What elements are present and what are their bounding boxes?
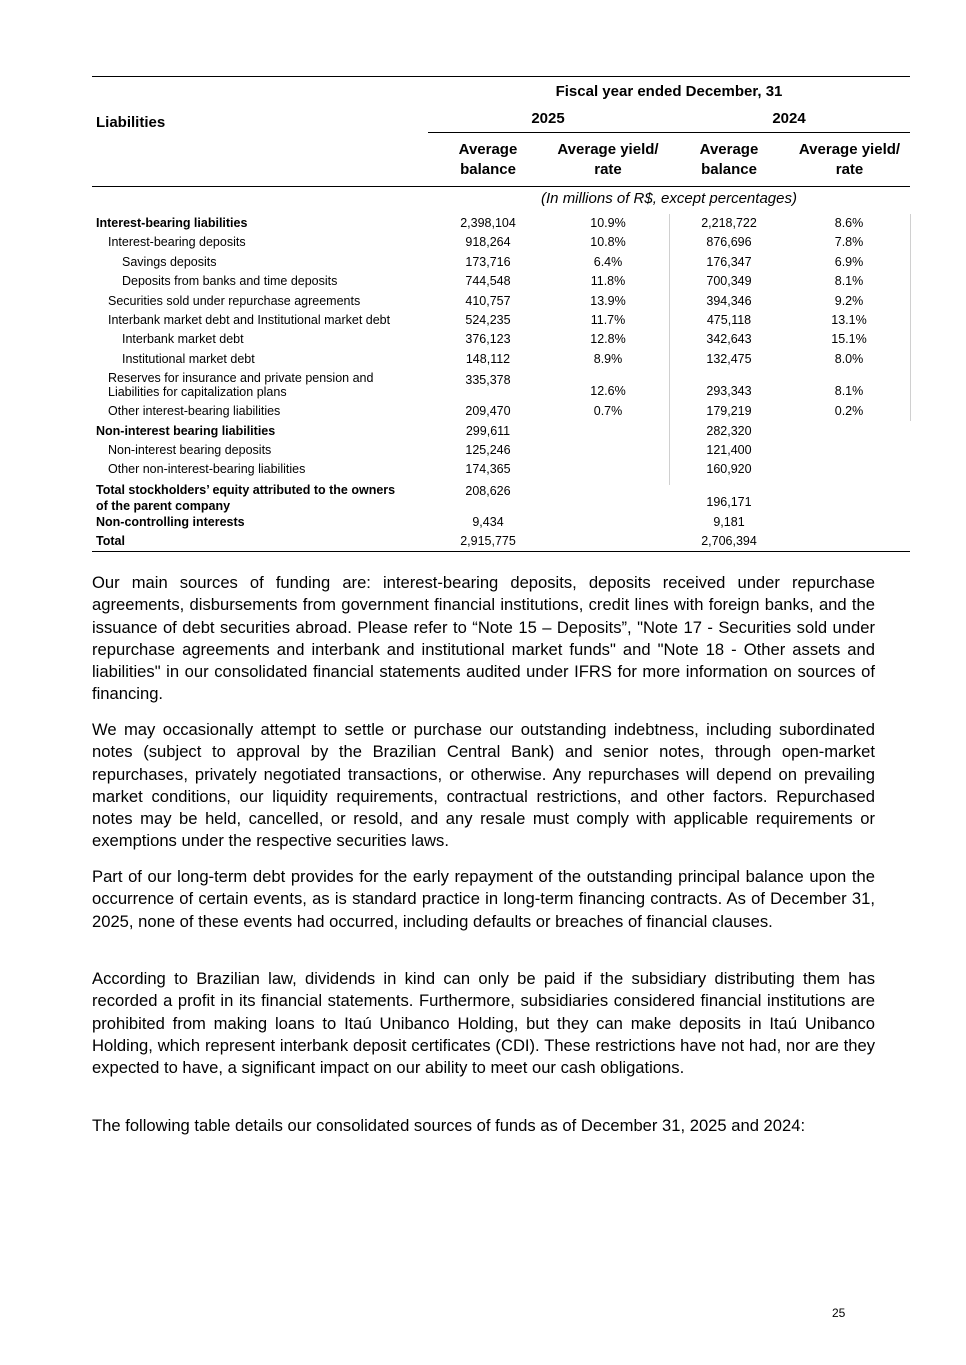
- row-label: Savings deposits: [122, 254, 217, 269]
- rate-2024: 15.1%: [831, 332, 867, 347]
- liabilities-table: [92, 76, 910, 552]
- balance-2025: 208,626: [465, 483, 511, 498]
- header-line: rate: [594, 161, 622, 178]
- avg-balance-2024-header: [669, 140, 789, 180]
- table-row: [92, 532, 910, 551]
- rate-2025: 10.8%: [590, 235, 626, 250]
- paragraph-long-term-debt: Part of our long-term debt provides for the early repayment of the outstanding principal balance upon the occurrence of certain events, as is standard practice in long-term financing contracts. As of December 31, 2025, none of these events had occurred, including defaults or breaches of financial clauses.: [92, 867, 875, 931]
- table-row: [92, 330, 910, 349]
- avg-balance-2025-header: [428, 140, 548, 180]
- balance-2025: 148,112: [465, 351, 511, 366]
- balance-2025: 9,434: [472, 514, 504, 529]
- table-row: [92, 513, 910, 532]
- avg-yield-2024-header: [789, 140, 910, 180]
- paragraph-funding-sources: Our main sources of funding are: interest-bearing deposits, deposits received under repurchase agreements, disbursements from government financial institutions, credit lines with foreign banks, and the issuance of debt securities abroad. Please refer to “Note 15 – Deposits”, "Note 17 - Securities sold under repurchase agreements and interbank and institutional market funds" and "Note 18 - Other assets and liabilities" in our consolidated financial statements audited under IFRS for more information on sources of financing.: [92, 573, 875, 704]
- balance-2024: 475,118: [706, 312, 752, 327]
- avg-yield-2025-header: [548, 140, 668, 180]
- row-label: Other interest-bearing liabilities: [108, 404, 281, 419]
- table-bottom-rule: [92, 551, 910, 552]
- balance-2024: 2,706,394: [701, 534, 757, 549]
- balance-2025: 918,264: [465, 235, 511, 250]
- rate-2024: 6.9%: [834, 254, 864, 269]
- row-label: Total: [96, 534, 125, 549]
- units-note: (In millions of R$, except percentages): [541, 190, 797, 207]
- table-row: [92, 441, 910, 460]
- rate-2024: 0.2%: [834, 404, 864, 419]
- table-row: [92, 272, 910, 291]
- rate-2025: 12.8%: [590, 332, 626, 347]
- table-row: [92, 422, 910, 441]
- balance-2024: 132,475: [706, 351, 752, 366]
- table-header: [92, 76, 910, 214]
- year-2024-header: 2024: [772, 110, 806, 127]
- label-line: Reserves for insurance and private pension and: [108, 371, 374, 386]
- rate-2024: 8.1%: [834, 274, 864, 289]
- row-label: Non-controlling interests: [96, 514, 245, 529]
- table-row: [92, 253, 910, 272]
- balance-2024: 282,320: [706, 423, 752, 438]
- balance-2024: 700,349: [706, 274, 752, 289]
- paragraph-sources-table-intro: The following table details our consolidated sources of funds as of December 31, 2025 and 2024:: [92, 1116, 806, 1135]
- row-label: Non-interest bearing liabilities: [96, 423, 276, 438]
- rate-2024: 9.2%: [834, 293, 864, 308]
- rate-2025: 0.7%: [593, 404, 623, 419]
- header-line: Average: [458, 141, 518, 158]
- row-label: [108, 371, 438, 399]
- row-label: Interbank market debt: [122, 332, 244, 347]
- header-line: Average: [699, 141, 759, 158]
- balance-2024: 293,343: [706, 384, 752, 399]
- balance-2025: 2,915,775: [460, 534, 516, 549]
- row-label: Interbank market debt and Institutional market debt: [108, 312, 391, 327]
- page-number: 25: [832, 1306, 846, 1320]
- balance-2024: 394,346: [706, 293, 752, 308]
- row-label: Other non-interest-bearing liabilities: [108, 462, 306, 477]
- rate-2024: 8.0%: [834, 351, 864, 366]
- table-row: [92, 350, 910, 369]
- header-line: balance: [460, 161, 516, 178]
- header-line: Average yield/: [798, 141, 901, 158]
- row-label: Institutional market debt: [122, 351, 255, 366]
- row-label: Interest-bearing liabilities: [96, 216, 248, 230]
- row-label: [96, 482, 426, 514]
- label-line: Total stockholders’ equity attributed to the owners: [96, 482, 396, 497]
- balance-2024: 2,218,722: [701, 216, 757, 230]
- table-top-rule: [92, 76, 910, 77]
- header-line: rate: [835, 161, 864, 178]
- rate-2025: 11.8%: [590, 274, 626, 289]
- table-row: [92, 460, 910, 479]
- row-label: Non-interest bearing deposits: [108, 442, 272, 457]
- balance-2024: 876,696: [706, 235, 752, 250]
- table-row: [92, 233, 910, 252]
- rate-2024: 7.8%: [834, 235, 864, 250]
- balance-2025: 299,611: [465, 423, 511, 438]
- rate-2025: 8.9%: [593, 351, 623, 366]
- balance-2025: 173,716: [465, 254, 511, 269]
- balance-2024: 121,400: [706, 442, 752, 457]
- rate-2024: 13.1%: [831, 312, 867, 327]
- row-label: Securities sold under repurchase agreements: [108, 293, 361, 308]
- balance-2025: 744,548: [465, 274, 511, 289]
- rate-2025: 6.4%: [593, 254, 623, 269]
- table-body: [92, 214, 910, 552]
- balance-2025: 209,470: [465, 404, 511, 419]
- liabilities-header: Liabilities: [96, 114, 166, 131]
- label-line: Liabilities for capitalization plans: [108, 385, 287, 400]
- table-row: [92, 480, 910, 513]
- row-label: Interest-bearing deposits: [108, 235, 246, 250]
- balance-2024: 342,643: [706, 332, 752, 347]
- rate-2024: 8.1%: [834, 384, 864, 399]
- rate-2025: 11.7%: [590, 312, 626, 327]
- table-row: [92, 369, 910, 402]
- balance-2025: 376,123: [465, 332, 511, 347]
- balance-2025: 125,246: [465, 442, 511, 457]
- paragraph-dividends: According to Brazilian law, dividends in kind can only be paid if the subsidiary distributing them has recorded a profit in its financial statements. Furthermore, subsidiaries considered financial institutions are prohibited from making loans to Itaú Unibanco Holding, but they can make deposits in Itaú Unibanco Holding, which represent interbank deposit certificates (CDI). These restrictions have not had, nor are they expected to have, a significant impact on our ability to meet our cash obligations.: [92, 969, 875, 1078]
- table-row: [92, 214, 910, 233]
- table-row: [92, 292, 910, 311]
- right-separator: [910, 214, 911, 421]
- fiscal-year-header: Fiscal year ended December, 31: [555, 83, 783, 100]
- label-line: of the parent company: [96, 498, 231, 513]
- balance-2024: 179,219: [706, 404, 752, 419]
- balance-2025: 2,398,104: [460, 216, 516, 230]
- table-row: [92, 402, 910, 421]
- rate-2025: 10.9%: [590, 216, 626, 230]
- table-row: [92, 311, 910, 330]
- balance-2024: 160,920: [706, 462, 752, 477]
- balance-2024: 176,347: [706, 254, 752, 269]
- column-header-rule: [92, 186, 910, 187]
- balance-2024: 9,181: [713, 514, 745, 529]
- paragraph-repurchases: We may occasionally attempt to settle or purchase our outstanding indebtness, including subordinated notes (subject to approval by the Brazilian Central Bank) and senior notes, through open-market repurchases, privately negotiated transactions, or otherwise. Any repurchases will depend on prevailing market conditions, our liquidity requirements, contractual restrictions, and other factors. Repurchased notes may be held, cancelled, or resold, and any resale must comply with applicable requirements or exemptions under the respective securities laws.: [92, 720, 875, 851]
- rate-2025: 13.9%: [590, 293, 626, 308]
- balance-2024: 196,171: [706, 494, 752, 509]
- rate-2024: 8.6%: [834, 216, 864, 230]
- balance-2025: 524,235: [465, 312, 511, 327]
- header-line: balance: [701, 161, 757, 178]
- year-header-rule: [428, 132, 910, 133]
- header-line: Average yield/: [557, 141, 659, 158]
- year-2025-header: 2025: [531, 110, 565, 127]
- rate-2025: 12.6%: [590, 384, 626, 399]
- row-label: Deposits from banks and time deposits: [122, 274, 338, 289]
- balance-2025: 174,365: [465, 462, 511, 477]
- balance-2025: 410,757: [465, 293, 511, 308]
- balance-2025: 335,378: [465, 373, 511, 388]
